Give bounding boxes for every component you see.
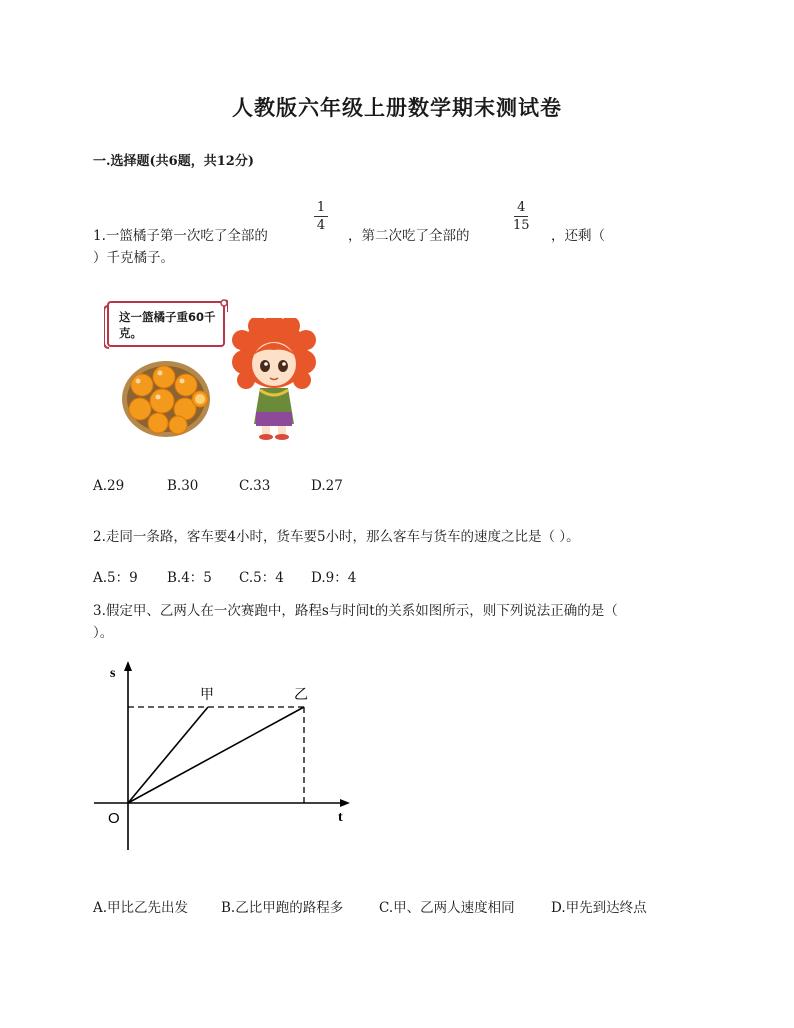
section-title: 一.选择题(共6题，共12分) bbox=[93, 154, 254, 169]
jia-label: 甲 bbox=[200, 687, 214, 703]
orange-basket-icon bbox=[120, 355, 212, 439]
distance-time-graph bbox=[90, 655, 360, 860]
q3-text-line1: 3.假定甲、乙两人在一次赛跑中，路程s与时间t的关系如图所示，则下列说法正确的是（ bbox=[93, 603, 618, 619]
q3-option-b[interactable]: B.乙比甲跑的路程多 bbox=[221, 900, 344, 916]
q2-text: 2.走同一条路，客车要4小时，货车要5小时，那么客车与货车的速度之比是（ ）。 bbox=[93, 529, 580, 545]
q1-fraction-2 bbox=[513, 200, 530, 233]
q2-option-a[interactable]: A.5：9 bbox=[93, 570, 138, 586]
t-axis-arrow-icon bbox=[340, 799, 350, 807]
q1-fraction-2-numerator: 4 bbox=[517, 200, 526, 215]
speech-bubble-text: 这一篮橘子重60千克。 bbox=[119, 310, 216, 340]
q1-fraction-1-denominator: 4 bbox=[316, 218, 326, 233]
cartoon-girl-icon bbox=[228, 318, 320, 440]
page-title: 人教版六年级上册数学期末测试卷 bbox=[232, 95, 562, 120]
q1-option-b[interactable]: B.30 bbox=[167, 478, 199, 494]
q2-option-c[interactable]: C.5：4 bbox=[239, 570, 284, 586]
q1-text-part4: ）千克橘子。 bbox=[93, 250, 174, 266]
q1-option-a[interactable]: A.29 bbox=[93, 478, 125, 494]
jia-line bbox=[128, 707, 208, 803]
q1-fraction-2-denominator: 15 bbox=[513, 218, 530, 233]
origin-label: O bbox=[108, 810, 120, 827]
q3-option-a[interactable]: A.甲比乙先出发 bbox=[93, 900, 189, 916]
s-axis-arrow-icon bbox=[124, 661, 132, 671]
q1-fraction-1 bbox=[314, 200, 328, 233]
q3-option-d[interactable]: D.甲先到达终点 bbox=[551, 900, 647, 916]
q3-option-c[interactable]: C.甲、乙两人速度相同 bbox=[379, 900, 515, 916]
q3-text-line2: ）。 bbox=[93, 625, 114, 641]
s-axis-label: s bbox=[110, 666, 116, 681]
q2-option-b[interactable]: B.4：5 bbox=[167, 570, 212, 586]
t-axis-label: t bbox=[338, 810, 343, 825]
q1-option-d[interactable]: D.27 bbox=[311, 478, 343, 494]
q1-option-c[interactable]: C.33 bbox=[239, 478, 271, 494]
yi-line bbox=[128, 707, 304, 803]
q1-text-part3: ，还剩（ bbox=[551, 228, 605, 244]
q2-option-d[interactable]: D.9：4 bbox=[311, 570, 357, 586]
q1-text-part2: ，第二次吃了全部的 bbox=[348, 228, 470, 244]
q1-fraction-1-numerator: 1 bbox=[316, 200, 326, 215]
q1-text-part1: 1.一篮橘子第一次吃了全部的 bbox=[93, 228, 268, 244]
yi-label: 乙 bbox=[294, 687, 308, 703]
